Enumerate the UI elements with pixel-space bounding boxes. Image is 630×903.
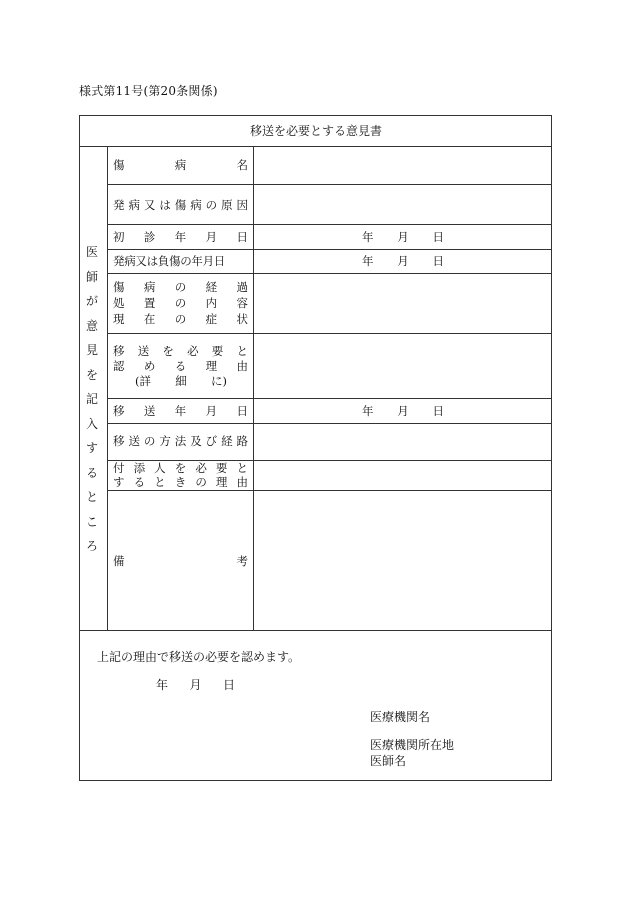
label-course-1: 傷 病 の 経 過 — [113, 280, 248, 294]
label-transfer-method: 移 送 の 方 法 及 び 経 路 — [113, 434, 248, 448]
label-reason-3: (詳 細 に) — [135, 374, 227, 388]
divider-title — [79, 146, 552, 147]
institution-name-label: 医療機関名 — [370, 710, 431, 724]
label-cause: 発 病 又 は 傷 病 の 原 因 — [113, 198, 248, 212]
certification-date[interactable]: 年 月 日 — [156, 678, 235, 692]
label-injury-name: 傷 病 名 — [113, 158, 248, 172]
divider-row-7 — [107, 423, 552, 424]
onset-date-field[interactable]: 年 月 日 — [362, 254, 444, 268]
divider-row-4 — [107, 273, 552, 274]
divider-footer — [79, 630, 552, 631]
institution-address-label: 医療機関所在地 — [370, 738, 455, 752]
label-first-visit-date: 初 診 年 月 日 — [113, 230, 248, 244]
divider-side-column — [107, 146, 108, 630]
divider-row-2 — [107, 224, 552, 225]
label-transfer-date: 移 送 年 月 日 — [113, 404, 248, 418]
divider-row-6 — [107, 398, 552, 399]
side-label-doctor-fills: 医 師 が 意 見 を 記 入 す る と こ ろ — [85, 245, 98, 553]
label-course-3: 現 在 の 症 状 — [113, 312, 248, 326]
divider-row-5 — [107, 333, 552, 334]
label-reason-2: 認 め る 理 由 — [113, 359, 248, 373]
first-visit-date-field[interactable]: 年 月 日 — [362, 230, 444, 244]
doctor-name-label: 医師名 — [370, 754, 407, 768]
form-title: 移送を必要とする意見書 — [250, 124, 383, 138]
form-reference: 様式第11号(第20条関係) — [79, 84, 218, 98]
label-attendant-1: 付 添 人 を 必 要 と — [113, 461, 248, 475]
label-remarks: 備 考 — [113, 554, 248, 568]
label-onset-date: 発病又は負傷の年月日 — [113, 254, 225, 268]
transfer-date-field[interactable]: 年 月 日 — [362, 404, 444, 418]
label-attendant-2: す る と き の 理 由 — [113, 475, 248, 489]
certification-statement: 上記の理由で移送の必要を認めます。 — [97, 650, 301, 664]
divider-row-3 — [107, 249, 552, 250]
divider-row-1 — [107, 184, 552, 185]
divider-label-column — [253, 146, 254, 630]
divider-row-9 — [107, 490, 552, 491]
label-course-2: 処 置 の 内 容 — [113, 296, 248, 310]
label-reason-1: 移 送 を 必 要 と — [113, 344, 248, 358]
